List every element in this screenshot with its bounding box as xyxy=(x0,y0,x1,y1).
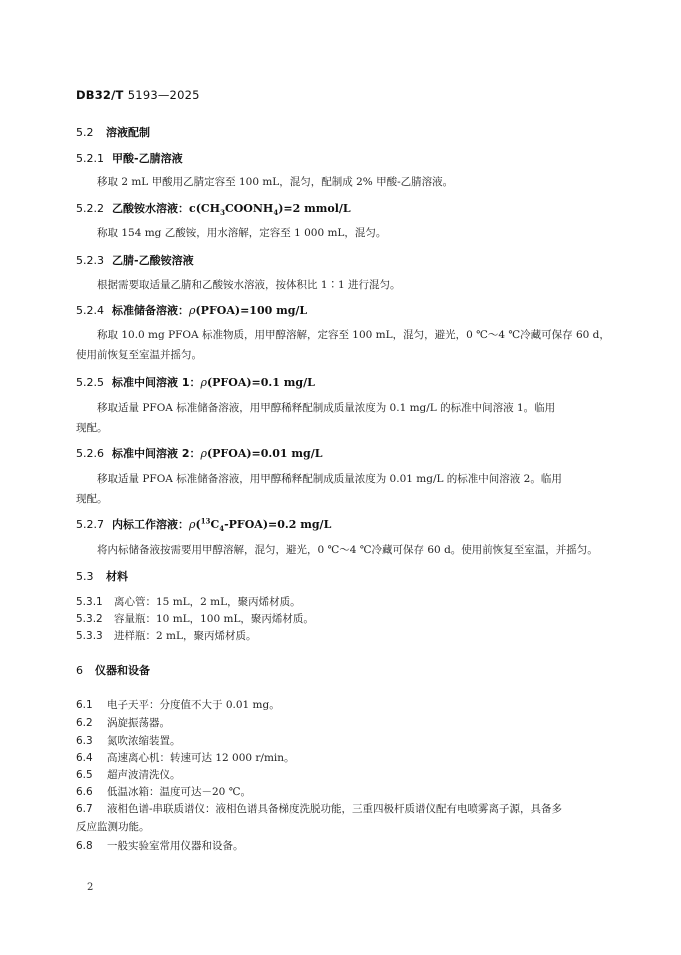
section-title: 标准中间溶液 2： xyxy=(112,447,201,460)
section-5-3-heading xyxy=(76,568,128,584)
section-5-2-4-heading xyxy=(76,302,307,318)
formula: (PFOA)=0.1 mg/L xyxy=(206,376,315,389)
section-title: 内标工作溶液： xyxy=(112,518,189,531)
document-code xyxy=(76,88,200,102)
section-6-heading xyxy=(76,662,150,678)
section-5-2-heading xyxy=(76,124,150,140)
section-5-2-5-body-line2: 现配。 xyxy=(76,422,108,434)
section-5-2-4-body-line1: 称取 10.0 mg PFOA 标准物质，用甲醇溶解，定容至 100 mL，混匀，避光，0 ℃～4 ℃冷藏可保存 60 d， xyxy=(97,329,610,341)
section-5-2-7-heading xyxy=(76,516,331,533)
section-number: 5.2.1 xyxy=(76,152,104,165)
list-item: 6.8 一般实验室常用仪器和设备。 xyxy=(76,840,244,852)
section-number: 5.2.4 xyxy=(76,304,104,317)
section-title: 甲酸-乙腈溶液 xyxy=(112,152,183,165)
section-title: 标准储备溶液： xyxy=(112,304,189,317)
formula: $c(CH_3COONH_4)=2$ mmol/L xyxy=(189,202,351,218)
section-title: 标准中间溶液 1： xyxy=(112,376,201,389)
section-number: 5.2.2 xyxy=(76,202,104,215)
rho-symbol: ρ xyxy=(200,376,207,389)
rho-symbol: ρ xyxy=(189,518,196,531)
section-title: 仪器和设备 xyxy=(95,664,150,677)
list-item: 5.3.1 离心管：15 mL，2 mL，聚丙烯材质。 xyxy=(76,596,301,608)
rho-symbol: ρ xyxy=(189,304,196,317)
section-5-2-6-body-line1: 移取适量 PFOA 标准储备溶液，用甲醇稀释配制成质量浓度为 0.01 mg/L 的标准中间溶液 2。临用 xyxy=(97,473,562,485)
section-title: 材料 xyxy=(106,570,128,583)
section-5-2-4-body-line2: 使用前恢复至室温并摇匀。 xyxy=(76,349,202,361)
section-title: 乙腈-乙酸铵溶液 xyxy=(112,254,194,267)
section-5-2-6-heading xyxy=(76,445,322,461)
section-5-2-1-heading xyxy=(76,150,183,166)
list-item: 6.5 超声波清洗仪。 xyxy=(76,769,181,781)
section-number: 5.2.3 xyxy=(76,254,104,267)
section-5-2-3-body: 根据需要取适量乙腈和乙酸铵水溶液，按体积比 1∶1 进行混匀。 xyxy=(97,279,401,291)
formula: (PFOA)=0.01 mg/L xyxy=(206,447,323,460)
section-5-2-6-body-line2: 现配。 xyxy=(76,493,108,505)
section-number: 5.3 xyxy=(76,570,94,583)
formula: (PFOA)=100 mg/L xyxy=(195,304,308,317)
section-5-2-2-body: 称取 154 mg 乙酸铵，用水溶解，定容至 1 000 mL，混匀。 xyxy=(97,227,387,239)
section-number: 6 xyxy=(76,664,83,677)
list-item: 5.3.3 进样瓶：2 mL，聚丙烯材质。 xyxy=(76,630,257,642)
list-item: 6.3 氮吹浓缩装置。 xyxy=(76,735,181,747)
rho-symbol: ρ xyxy=(200,447,207,460)
section-5-2-3-heading xyxy=(76,252,194,268)
section-5-2-5-body-line1: 移取适量 PFOA 标准储备溶液，用甲醇稀释配制成质量浓度为 0.1 mg/L 的标准中间溶液 1。临用 xyxy=(97,402,556,414)
section-5-2-5-heading xyxy=(76,374,315,390)
doc-code-prefix: DB32/T xyxy=(76,88,124,102)
section-number: 5.2 xyxy=(76,126,94,139)
list-item-continuation: 反应监测功能。 xyxy=(76,821,150,833)
list-item: 6.2 涡旋振荡器。 xyxy=(76,717,170,729)
list-item: 6.7 液相色谱-串联质谱仪：液相色谱具备梯度洗脱功能，三重四极杆质谱仪配有电喷雾离子源，具备多 xyxy=(76,803,563,815)
list-item: 5.3.2 容量瓶：10 mL，100 mL，聚丙烯材质。 xyxy=(76,613,314,625)
formula: $(^{13}C_4-PFOA)=0.2$ mg/L xyxy=(195,516,332,534)
section-title: 乙酸铵水溶液： xyxy=(112,202,189,215)
list-item: 6.1 电子天平：分度值不大于 0.01 mg。 xyxy=(76,699,280,711)
section-5-2-7-body: 将内标储备液按需要用甲醇溶解，混匀，避光，0 ℃～4 ℃冷藏可保存 60 d。使用前恢复至室温，并摇匀。 xyxy=(97,544,598,556)
section-5-2-2-heading xyxy=(76,200,351,217)
list-item: 6.4 高速离心机：转速可达 12 000 r/min。 xyxy=(76,752,295,764)
list-item: 6.6 低温冰箱：温度可达－20 ℃。 xyxy=(76,786,251,798)
page-number: 2 xyxy=(87,882,94,893)
section-number: 5.2.6 xyxy=(76,447,104,460)
doc-code-number: 5193—2025 xyxy=(127,88,200,102)
section-number: 5.2.7 xyxy=(76,518,104,531)
section-number: 5.2.5 xyxy=(76,376,104,389)
section-5-2-1-body: 移取 2 mL 甲酸用乙腈定容至 100 mL，混匀，配制成 2% 甲酸-乙腈溶液。 xyxy=(97,176,454,188)
section-title: 溶液配制 xyxy=(106,126,150,139)
